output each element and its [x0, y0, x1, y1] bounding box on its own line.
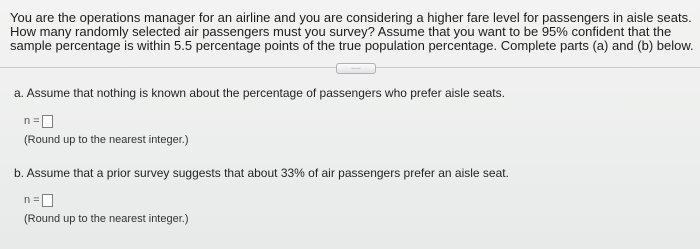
question-text	[10, 11, 698, 53]
part-a-answer-input[interactable]	[42, 115, 53, 128]
part-a-answer-row	[24, 114, 53, 128]
expand-button[interactable]: .....	[336, 63, 376, 74]
part-b-prompt: b. Assume that a prior survey suggests that about 33% of air passengers prefer an aisle seat.	[14, 166, 509, 180]
part-b-answer-row	[24, 193, 53, 207]
part-a-prompt: a. Assume that nothing is known about the percentage of passengers who prefer aisle seats.	[14, 86, 505, 100]
question-line-3: sample percentage is within 5.5 percentage points of the true population percentage. Complete parts (a) and (b) below.	[10, 38, 694, 53]
part-a-hint: (Round up to the nearest integer.)	[24, 134, 189, 146]
part-b-answer-label: n =	[24, 194, 40, 206]
part-b-hint: (Round up to the nearest integer.)	[24, 213, 189, 225]
part-a-answer-label: n =	[24, 115, 40, 127]
question-line-2: How many randomly selected air passengers must you survey? Assume that you want to be 95% confident that the	[10, 24, 672, 39]
question-line-1: You are the operations manager for an airline and you are considering a higher fare level for passengers in aisle seats.	[10, 10, 692, 25]
part-b-answer-input[interactable]	[42, 194, 53, 207]
